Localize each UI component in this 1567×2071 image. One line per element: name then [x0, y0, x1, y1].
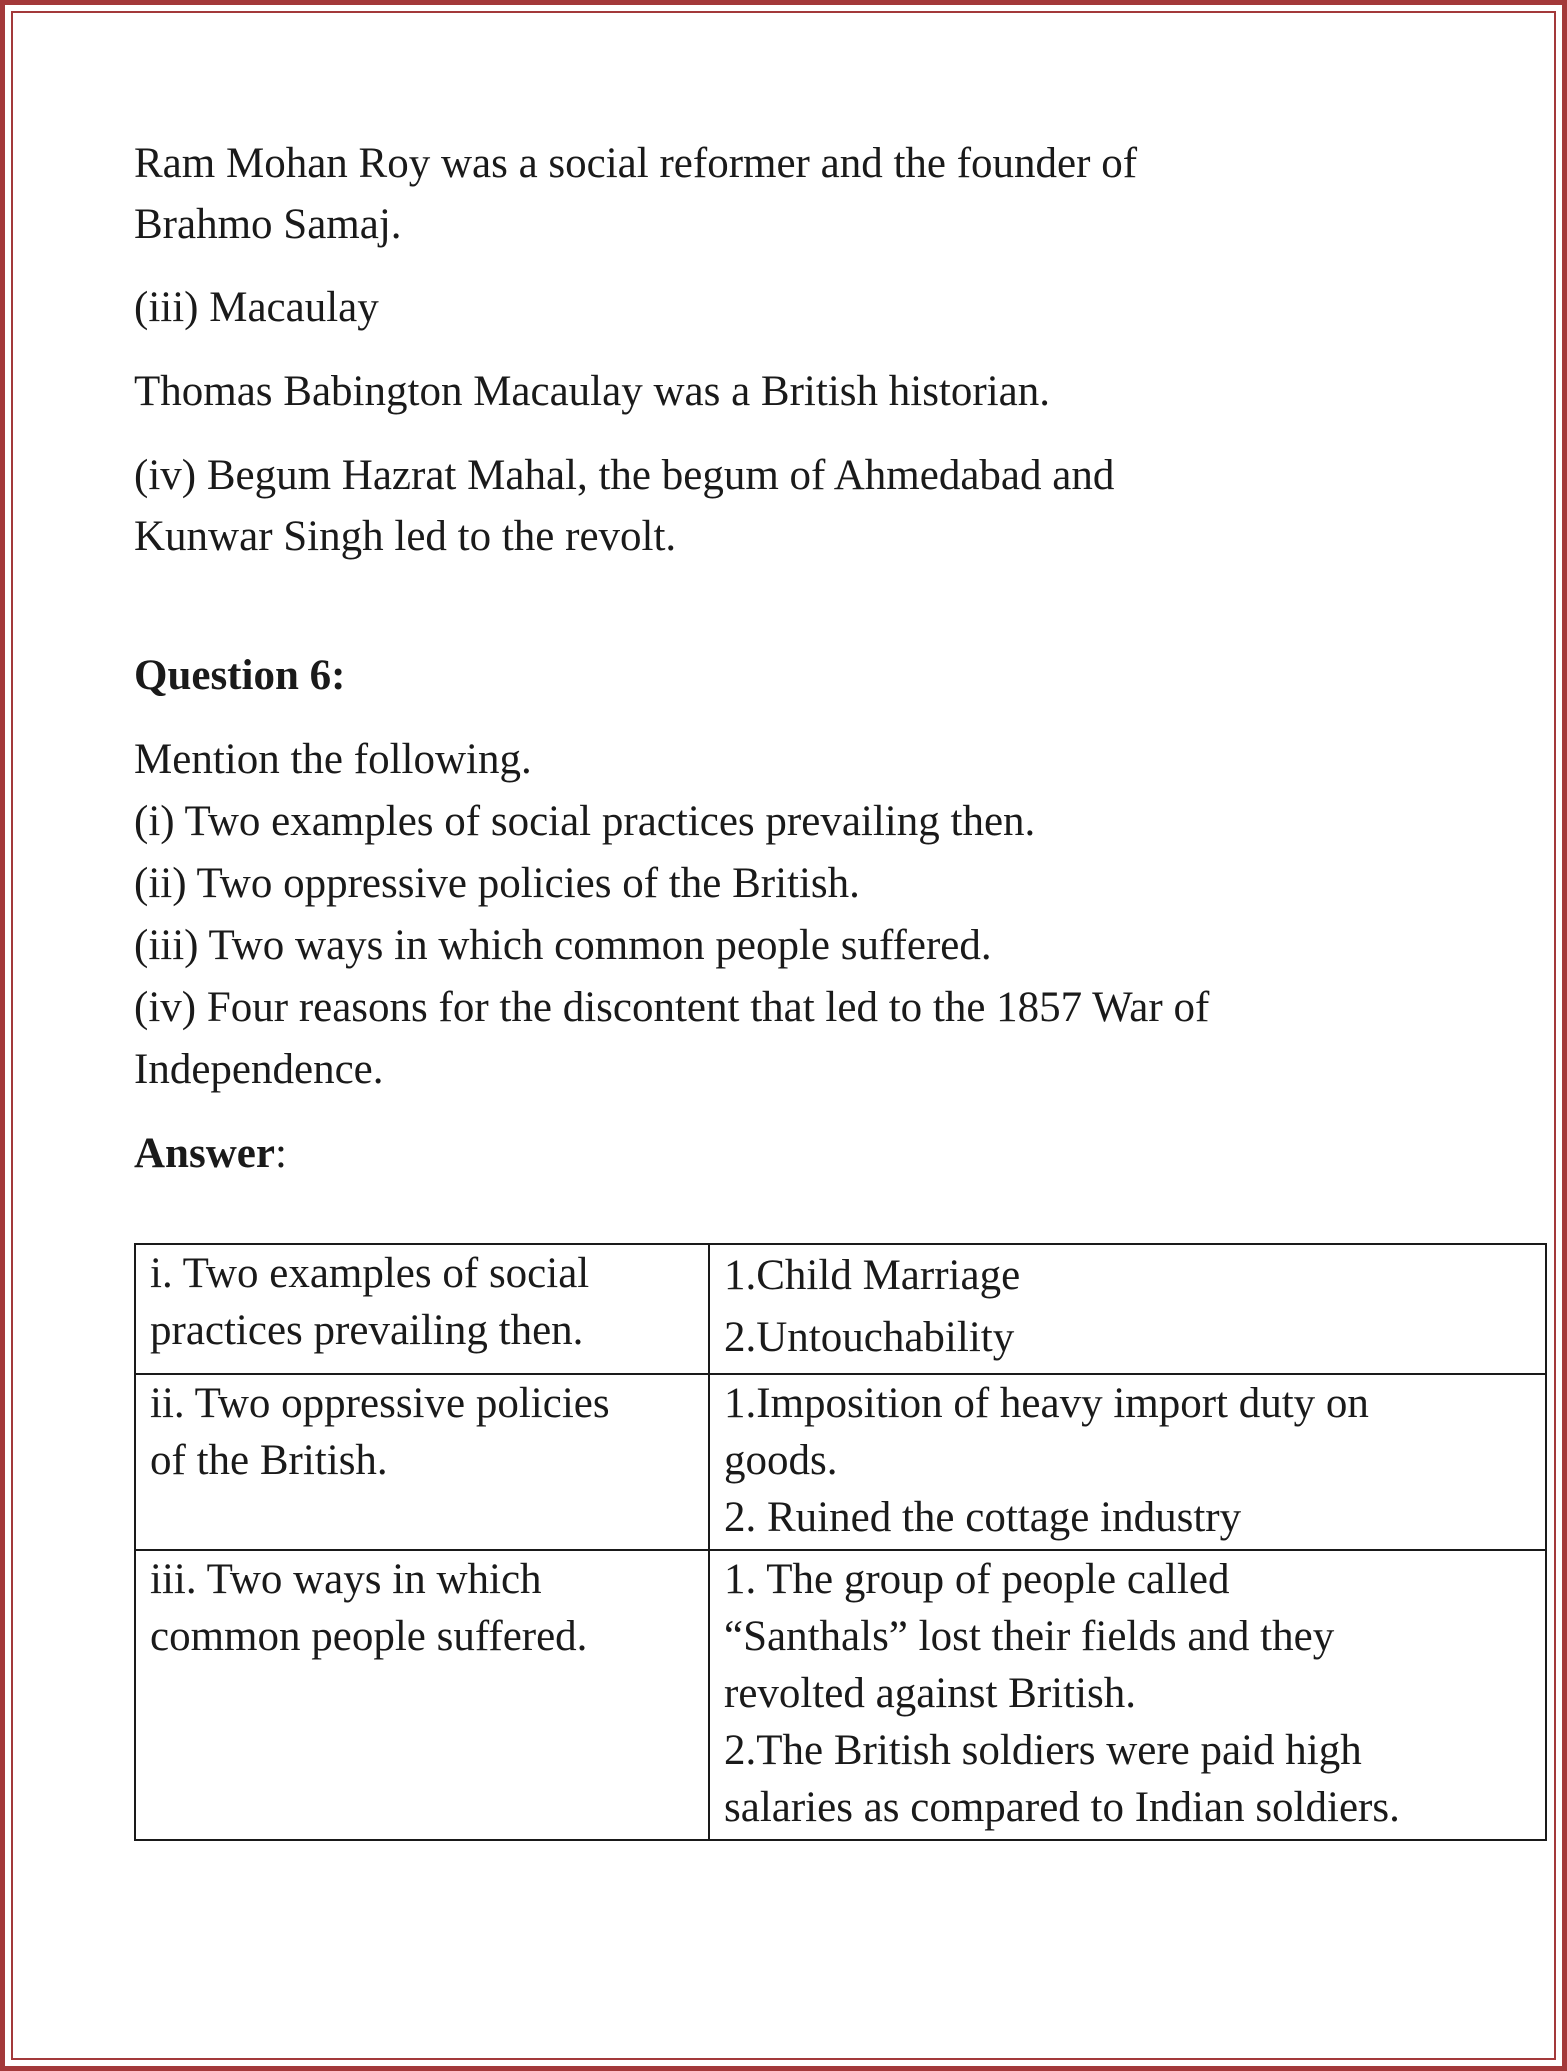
table-row: [135, 1550, 1546, 1840]
cell-line: salaries as compared to Indian soldiers.: [724, 1784, 1400, 1831]
question-line: Independence.: [134, 1046, 384, 1093]
roy-line-1: Ram Mohan Roy was a social reformer and the founder of: [134, 140, 1138, 187]
cell-line: of the British.: [150, 1437, 388, 1484]
cell-line: “Santhals” lost their fields and they: [724, 1613, 1335, 1660]
table-cell-question: [135, 1374, 709, 1550]
answer-label-colon: :: [274, 1130, 287, 1177]
cell-line: revolted against British.: [724, 1670, 1137, 1717]
cell-line: 1. The group of people called: [724, 1556, 1230, 1603]
question-heading: Question 6:: [134, 652, 346, 699]
table-cell-answer: [709, 1374, 1546, 1550]
question-line: (ii) Two oppressive policies of the British.: [134, 860, 860, 907]
question-line: (i) Two examples of social practices prevailing then.: [134, 798, 1036, 845]
question-line: (iii) Two ways in which common people suffered.: [134, 922, 992, 969]
cell-line: goods.: [724, 1437, 838, 1484]
cell-line: 1.Imposition of heavy import duty on: [724, 1380, 1369, 1427]
cell-line: 1.Child Marriage: [724, 1252, 1021, 1299]
cell-line: ii. Two oppressive policies: [150, 1380, 610, 1427]
cell-line: i. Two examples of social: [150, 1250, 590, 1297]
table-cell-answer: [709, 1550, 1546, 1840]
roy-line-2: Brahmo Samaj.: [134, 201, 402, 248]
table-cell-question: [135, 1550, 709, 1840]
answer-label: [134, 1123, 1554, 1185]
roy-paragraph: [134, 133, 1554, 255]
cell-line: 2.Untouchability: [724, 1314, 1015, 1361]
cell-line: practices prevailing then.: [150, 1307, 584, 1354]
cell-line: 2. Ruined the cottage industry: [724, 1494, 1242, 1541]
macaulay-text: Thomas Babington Macaulay was a British historian.: [134, 368, 1050, 415]
table-row: [135, 1244, 1546, 1374]
answer-table: [134, 1243, 1547, 1841]
cell-line: iii. Two ways in which: [150, 1556, 542, 1603]
begum-paragraph: [134, 445, 1554, 567]
cell-line: common people suffered.: [150, 1613, 588, 1660]
table-cell-answer: [709, 1244, 1546, 1374]
begum-line-2: Kunwar Singh led to the revolt.: [134, 513, 677, 560]
macaulay-label: (iii) Macaulay: [134, 284, 379, 331]
begum-line-1: (iv) Begum Hazrat Mahal, the begum of Ahmedabad and: [134, 452, 1115, 499]
question-line: (iv) Four reasons for the discontent that led to the 1857 War of: [134, 984, 1210, 1031]
table-row: [135, 1374, 1546, 1550]
cell-line: 2.The British soldiers were paid high: [724, 1727, 1362, 1774]
table-cell-question: [135, 1244, 709, 1374]
answer-label-text: Answer: [134, 1130, 275, 1177]
page-content: [134, 133, 1554, 1185]
question-line: Mention the following.: [134, 736, 532, 783]
question-text: [134, 729, 1554, 1101]
